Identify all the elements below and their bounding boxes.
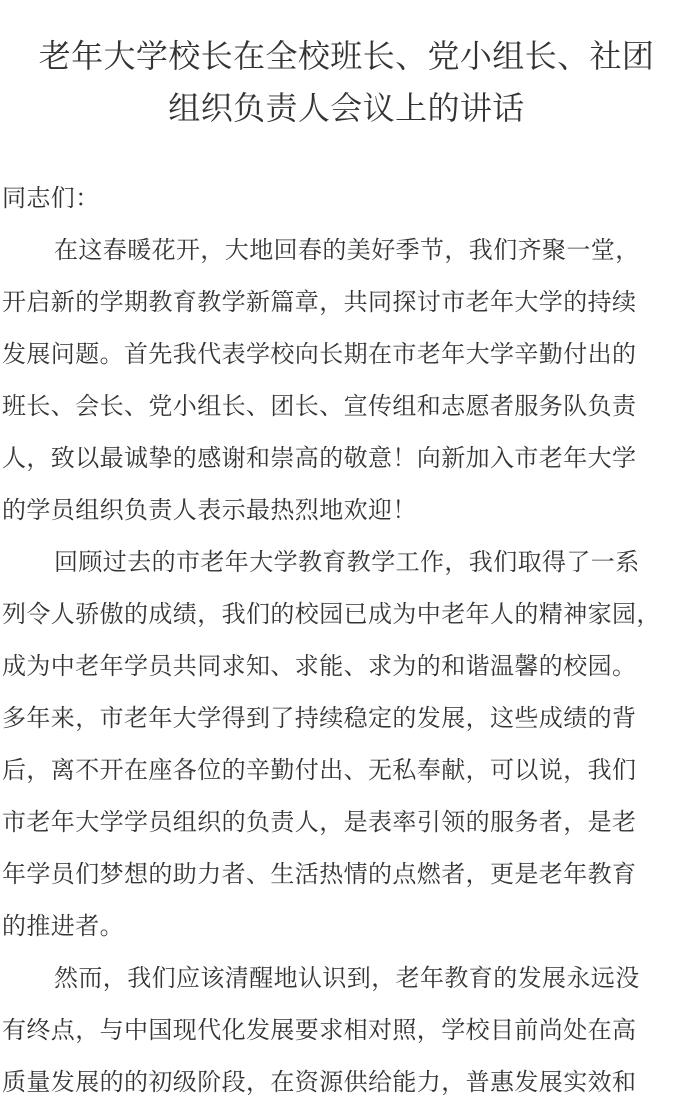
body-line: 开启新的学期教育教学新篇章，共同探讨市老年大学的持续	[2, 288, 637, 316]
body-line: 成为中老年学员共同求知、求能、求为的和谐温馨的校园。	[2, 652, 637, 680]
body-line: 发展问题。首先我代表学校向长期在市老年大学辛勤付出的	[2, 340, 637, 368]
body-line: 质量发展的的初级阶段，在资源供给能力，普惠发展实效和	[2, 1068, 637, 1096]
body-line: 人，致以最诚挚的感谢和崇高的敬意！向新加入市老年大学	[2, 444, 637, 472]
body-line: 的推进者。	[2, 912, 124, 940]
body-line: 然而，我们应该清醒地认识到，老年教育的发展永远没	[54, 964, 640, 992]
body-line: 的学员组织负责人表示最热烈地欢迎！	[2, 496, 417, 524]
body-line: 市老年大学学员组织的负责人，是表率引领的服务者，是老	[2, 808, 637, 836]
article-body	[0, 172, 693, 1108]
salutation: 同志们：	[2, 184, 100, 212]
title-line: 组织负责人会议上的讲话	[168, 89, 525, 127]
body-line: 回顾过去的市老年大学教育教学工作，我们取得了一系	[54, 548, 640, 576]
body-line: 多年来，市老年大学得到了持续稳定的发展，这些成绩的背	[2, 704, 637, 732]
body-line: 后，离不开在座各位的辛勤付出、无私奉献，可以说，我们	[2, 756, 637, 784]
page-title	[0, 0, 693, 134]
body-line: 年学员们梦想的助力者、生活热情的点燃者，更是老年教育	[2, 860, 637, 888]
title-line: 老年大学校长在全校班长、党小组长、社团	[38, 37, 655, 75]
body-line: 有终点，与中国现代化发展要求相对照，学校目前尚处在高	[2, 1016, 637, 1044]
body-line: 列令人骄傲的成绩，我们的校园已成为中老年人的精神家园，	[2, 600, 661, 628]
body-line: 在这春暖花开，大地回春的美好季节，我们齐聚一堂，	[54, 236, 640, 264]
body-line: 班长、会长、党小组长、团长、宣传组和志愿者服务队负责	[2, 392, 637, 420]
